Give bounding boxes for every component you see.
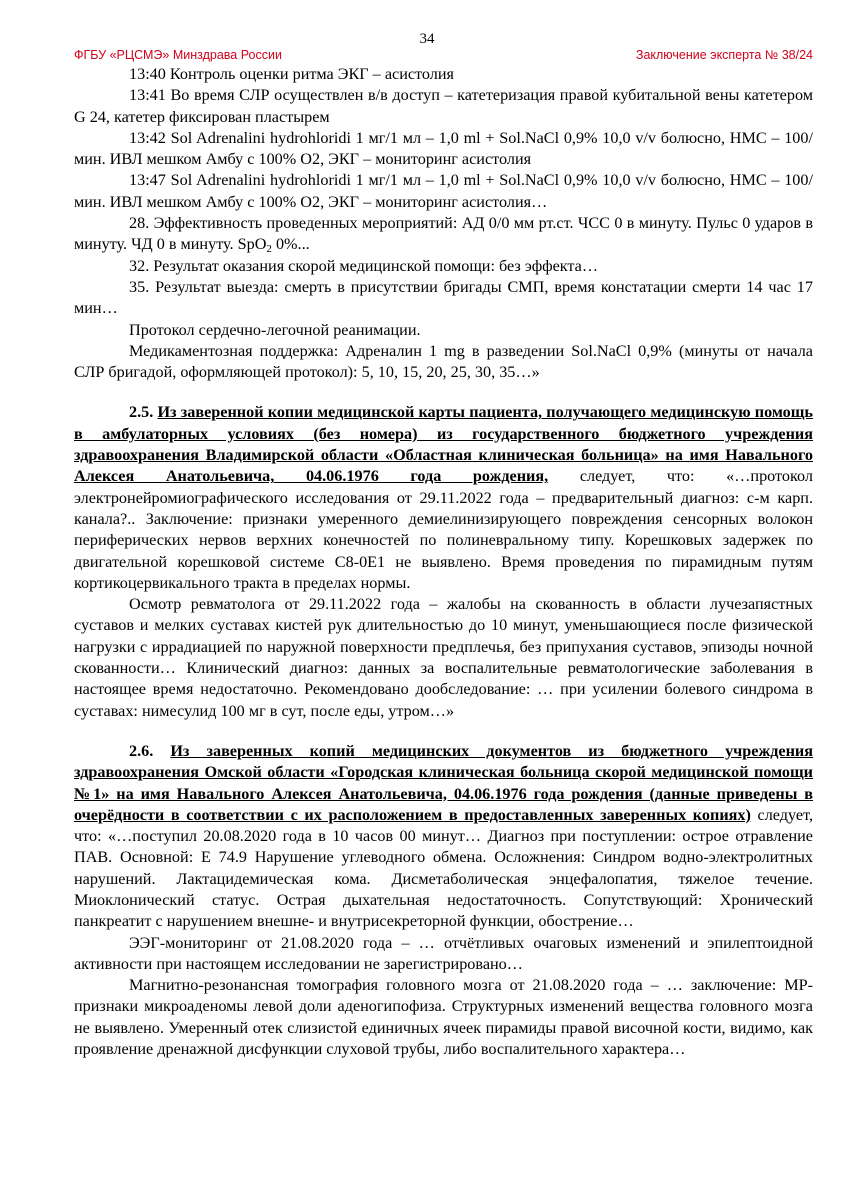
paragraph: Осмотр ревматолога от 29.11.2022 года – жалобы на скованность в области лучезапястных суставов и мелких суставах кистей рук длительностью до 10 минут, уменьшающиеся после физической нагрузки с иррадиацией по наружной поверхности предплечья, без припухания суставов, эпизоды ночной скованности… Клинический диагноз: данных за воспалительные ревматологические заболевания в настоящее время недостаточно. Рекомендовано дообследование: … при усилении болевого синдрома в суставах: нимесулид 100 мг в сут, после еды, утром…» <box>74 595 813 720</box>
paragraph: 35. Результат выезда: смерть в присутствии бригады СМП, время констатации смерти 14 час 17 мин… <box>74 277 813 318</box>
section-2-6 <box>74 741 813 933</box>
paragraph: ЭЭГ-мониторинг от 21.08.2020 года – … отчётливых очаговых изменений и эпилептоидной активности при настоящем исследовании не зарегистрировано… <box>74 933 813 973</box>
section-text: следует, что: «…протокол электронейромиографического исследования от 29.11.2022 года – предварительный диагноз: с-м карп. канала?.. Заключение: признаки умеренного демиелинизирующего повреждения сенсорных волокон периферических нервов верхних конечностей по полиневральному типу. Корешковых задержек по двигательной корешковой системе С8-0Е1 не выявлено. Время проведения по пирамидным путям кортикоцервикального тракта в пределах нормы. <box>74 467 813 592</box>
section-number: 2.5. <box>129 403 154 422</box>
paragraph: Медикаментозная поддержка: Адреналин 1 mg в разведении Sol.NaCl 0,9% (минуты от начала СЛР бригадой, оформляющей протокол): 5, 10, 15, 20, 25, 30, 35…» <box>74 341 813 382</box>
paragraph: Протокол сердечно-легочной реанимации. <box>129 320 421 339</box>
section-heading: Из заверенных копий медицинских документов из бюджетного учреждения здравоохранения Омской области «Городская клиническая больница скорой медицинской помощи №1» на имя Навального Алексея Анатольевича, 04.06.1976 года рождения (данные приведены в очерёдности в соответствии с их расположением в предоставленных заверенных копиях) <box>74 741 814 824</box>
paragraph: 32. Результат оказания скорой медицинской помощи: без эффекта… <box>129 256 599 275</box>
paragraph-text: 0%... <box>271 235 310 254</box>
section-2-5 <box>74 402 813 594</box>
subscript: 2 <box>266 243 272 256</box>
header-organization: ФГБУ «РЦСМЭ» Минздрава России <box>74 48 282 62</box>
paragraph <box>74 213 813 256</box>
document-body <box>74 64 813 1060</box>
page-number: 34 <box>419 31 435 47</box>
section-number: 2.6. <box>129 741 154 760</box>
paragraph-text: 28. Эффективность проведенных мероприятий: АД 0/0 мм рт.ст. ЧСС 0 в минуту. Пульс 0 ударов в минуту. ЧД 0 в минуту. SpO <box>74 214 813 254</box>
paragraph: 13:47 Sol Adrenalini hydrohloridi 1 мг/1 мл – 1,0 ml + Sol.NaCl 0,9% 10,0 v/v болюсно, НМС – 100/мин. ИВЛ мешком Амбу с 100% О2, ЭКГ – мониторинг асистолия… <box>74 171 813 211</box>
paragraph: 13:42 Sol Adrenalini hydrohloridi 1 мг/1 мл – 1,0 ml + Sol.NaCl 0,9% 10,0 v/v болюсно, НМС – 100/мин. ИВЛ мешком Амбу с 100% О2, ЭКГ – мониторинг асистолия <box>74 128 813 169</box>
paragraph: 13:41 Во время СЛР осуществлен в/в доступ – катетеризация правой кубитальной вены катетером G 24, катетер фиксирован пластырем <box>74 86 813 126</box>
header-document-title: Заключение эксперта № 38/24 <box>635 48 813 62</box>
section-heading: Из заверенной копии медицинской карты пациента, получающего медицинскую помощь в амбулаторных условиях (без номера) из государственного бюджетного учреждения здравоохранения Владимирской области «Областная клиническая больница» на имя Навального Алексея Анатольевича, 04.06.1976 года рождения, <box>74 403 813 486</box>
paragraph: 13:40 Контроль оценки ритма ЭКГ – асистолия <box>129 65 454 83</box>
paragraph: Магнитно-резонансная томография головного мозга от 21.08.2020 года – … заключение: МР-признаки микроаденомы левой доли аденогипофиза. Структурных изменений вещества головного мозга не выявлено. Умеренный отек слизистой единичных ячеек пирамиды правой височной кости, видимо, как проявление дренажной дисфункции слуховой трубы, либо воспалительного характера… <box>74 976 813 1059</box>
section-text: следует, что: «…поступил 20.08.2020 года в 10 часов 00 минут… Диагноз при поступлении: острое отравление ПАВ. Основной: Е 74.9 Нарушение углеводного обмена. Осложнения: Синдром водно-электролитных нарушений. Лактацидемическая кома. Дисметаболическая энцефалопатия, тяжелое течение. Миоклонический статус. Острая дыхательная недостаточность. Сопутствующий: Хронический панкреатит с нарушением внешне- и внутрисекреторной функции, обострение… <box>74 805 813 931</box>
